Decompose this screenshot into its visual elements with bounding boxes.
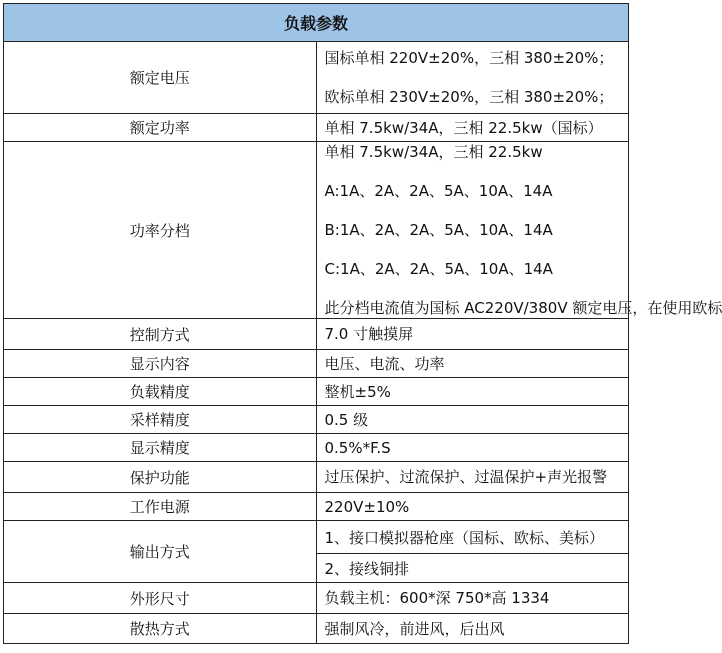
value-line: 过压保护、过流保护、过温保护+声光报警 — [324, 468, 608, 486]
line-gap — [325, 240, 629, 259]
table-row — [4, 614, 629, 644]
table-row — [4, 142, 629, 319]
table-row — [4, 114, 629, 142]
table-row — [4, 462, 629, 493]
value-line: 0.5 级 — [324, 410, 369, 429]
line-gap — [325, 68, 629, 87]
row-value — [316, 114, 629, 142]
table-row — [4, 406, 629, 434]
load-parameters-table — [3, 3, 722, 644]
value-line: 负载主机：600*深 750*高 1334 — [324, 589, 550, 607]
value-line: 7.0 寸触摸屏 — [324, 325, 414, 343]
row-value — [316, 614, 629, 644]
table-header-row — [4, 4, 629, 42]
value-line: 整机±5% — [324, 382, 391, 401]
row-label: 工作电源 — [4, 493, 317, 521]
row-label: 显示内容 — [4, 350, 317, 378]
row-label: 额定功率 — [4, 114, 317, 142]
table-row — [4, 521, 629, 554]
value-line: 220V±10% — [324, 497, 410, 516]
row-label: 显示精度 — [4, 434, 317, 462]
table-title: 负载参数 — [4, 4, 629, 42]
row-label: 控制方式 — [4, 319, 317, 350]
row-value — [316, 434, 629, 462]
row-value — [316, 378, 629, 406]
value-line: 国标单相 220V±20%，三相 380±20%； — [324, 49, 614, 67]
value-line: 强制风冷，前进风，后出风 — [324, 619, 505, 638]
row-label: 输出方式 — [4, 521, 317, 583]
row-value: 2、接线铜排 — [316, 554, 629, 583]
row-label: 外形尺寸 — [4, 583, 317, 614]
row-label: 保护功能 — [4, 462, 317, 493]
value-line: 单相 7.5kw/34A，三相 22.5kw — [324, 143, 543, 161]
table-row — [4, 319, 629, 350]
row-label: 功率分档 — [4, 142, 317, 319]
value-line: C:1A、2A、2A、5A、10A、14A — [324, 260, 553, 278]
row-value — [316, 319, 629, 350]
row-value — [316, 583, 629, 614]
value-line: 欧标单相 230V±20%，三相 380±20%； — [324, 88, 614, 106]
value-line: 单相 7.5kw/34A，三相 22.5kw（国标） — [324, 118, 603, 137]
row-value — [316, 406, 629, 434]
value-line: 电压、电流、功率 — [324, 354, 445, 373]
line-gap — [325, 162, 629, 181]
row-label: 采样精度 — [4, 406, 317, 434]
table-row — [4, 42, 629, 114]
line-gap — [325, 201, 629, 220]
table-row — [4, 350, 629, 378]
row-value — [316, 42, 629, 114]
line-gap — [325, 279, 629, 298]
value-line: A:1A、2A、2A、5A、10A、14A — [324, 182, 553, 200]
value-line: 此分档电流值为国标 AC220V/380V 额定电压，在使用欧标 — [324, 299, 722, 317]
value-line: B:1A、2A、2A、5A、10A、14A — [324, 221, 553, 239]
row-value — [316, 462, 629, 493]
row-value — [316, 493, 629, 521]
table-row — [4, 434, 629, 462]
row-label: 负载精度 — [4, 378, 317, 406]
row-value: 1、接口模拟器枪座（国标、欧标、美标） — [316, 521, 629, 554]
table-body — [4, 42, 722, 644]
row-label: 散热方式 — [4, 614, 317, 644]
row-value — [316, 142, 722, 319]
row-label: 额定电压 — [4, 42, 317, 114]
table-row — [4, 378, 629, 406]
row-value — [316, 350, 629, 378]
value-line: 0.5%*F.S — [324, 438, 391, 457]
table-row — [4, 583, 629, 614]
table-row — [4, 493, 629, 521]
